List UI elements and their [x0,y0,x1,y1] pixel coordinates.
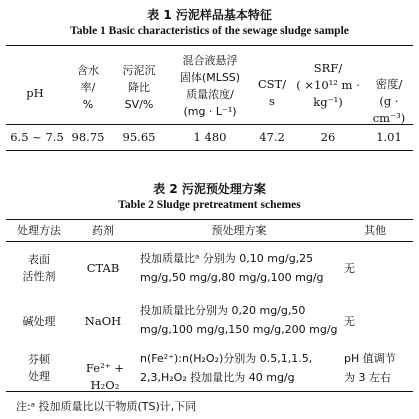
table2-caption-cn: 表 2 污泥预处理方案 [153,182,266,196]
table1-cell-water-content: 98.75 [71,130,105,144]
table2-row2-other: 无 [344,315,355,328]
table2-footnote: 注:ᵃ 投加质量比以干物质(TS)计,下同 [16,400,197,413]
table1-caption-en: Table 1 Basic characteristics of the sewage sludge sample [70,25,349,37]
table2-caption-en: Table 2 Sludge pretreatment schemes [118,199,301,211]
table1-caption-cn: 表 1 污泥样品基本特征 [147,8,272,22]
table2-mid-rule [6,241,413,242]
table2-header-agent: 药剂 [92,224,114,237]
table1-cell-ph: 6.5 ~ 7.5 [10,130,64,144]
table2-row1-other: 无 [344,262,355,275]
table1-cell-cst: 47.2 [259,130,285,144]
table2-top-rule [6,219,413,220]
table2-header-method: 处理方法 [17,224,61,237]
table1-cell-settling-ratio: 95.65 [122,130,156,144]
table1-cell-density: 1.01 [376,130,402,144]
table2-row3-other: pH 值调节 为 3 左右 [344,352,396,384]
table2-row3-agent: Fe²⁺ + H₂O₂ [85,361,125,392]
table1-cell-mlss: 1 480 [193,130,227,144]
table2-header-scheme: 预处理方案 [211,224,267,237]
table1-header-density: 密度/ (g · cm⁻³) [372,77,406,125]
table1-bottom-rule [6,150,413,151]
table2-header-other: 其他 [364,224,386,237]
table2-row1-scheme: 投加质量比ᵃ 分别为 0,10 mg/g,25 mg/g,50 mg/g,80 mg/g,100 mg/g [140,252,324,284]
table1-top-rule [6,45,413,46]
table2-row1-method: 表面 活性剂 [22,253,56,283]
table1-header-ph: pH [26,86,44,100]
table2-row2-method: 碱处理 [22,315,56,328]
table2-row1-agent: CTAB [86,261,120,275]
table2-row3-method: 芬顿 处理 [28,353,50,383]
table1-cell-srf: 26 [320,130,336,144]
table2-row2-agent: NaOH [84,314,122,328]
table1-mid-rule [6,124,413,125]
table1-header-water-content: 含水 率/ % [77,64,99,111]
table1-header-srf: SRF/ ( ×10¹² m · kg⁻¹) [296,61,360,109]
table1-header-cst: CST/ s [257,77,287,108]
table1-header-settling-ratio: 污泥沉 降比 SV/% [122,64,156,111]
table2-row2-scheme: 投加质量比分别为 0,20 mg/g,50 mg/g,100 mg/g,150 mg/g,200 mg/g [140,304,338,336]
table1-header-mlss: 混合液悬浮 固体(MLSS) 质量浓度/ (mg · L⁻¹) [179,54,241,118]
table2-bottom-rule [6,391,413,392]
table2-row3-scheme: n(Fe²⁺):n(H₂O₂)分别为 0.5,1,1.5, 2,3,H₂O₂ 投加量比为 40 mg/g [140,352,313,384]
